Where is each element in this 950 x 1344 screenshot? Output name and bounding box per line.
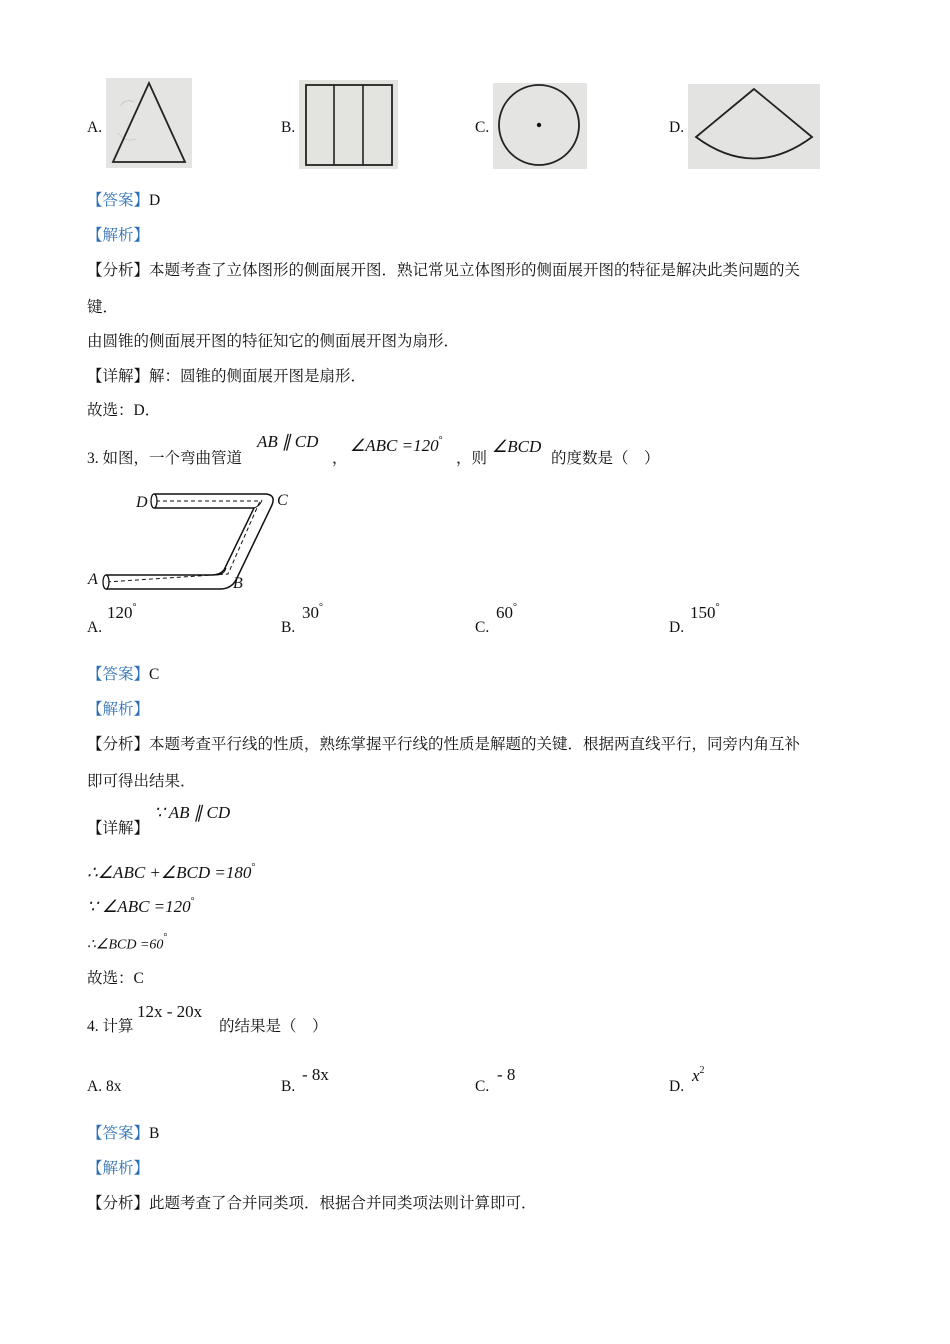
option-value: 60 xyxy=(496,603,513,622)
step-text: ∴∠ABC +∠BCD =180 xyxy=(87,863,252,882)
circle-icon xyxy=(493,83,587,169)
answer-value: D xyxy=(149,192,161,209)
degree-sign: ° xyxy=(190,895,195,907)
q3-step2 xyxy=(87,897,195,917)
analysis-tag: 【分析】 xyxy=(87,1195,150,1212)
detail-tag: 【详解】 xyxy=(87,368,150,385)
label-d: D xyxy=(136,494,148,511)
q4-option-b-value: - 8x xyxy=(302,1065,329,1084)
label-a: A xyxy=(88,571,98,588)
q2-detail xyxy=(87,367,366,387)
answer-value: B xyxy=(149,1125,160,1142)
q2-analysis-line1 xyxy=(87,261,800,281)
q3-step1 xyxy=(87,863,255,883)
rectangles-icon xyxy=(299,80,398,169)
q3-jiexi-tag: 【解析】 xyxy=(87,701,150,718)
q3-option-d-value xyxy=(690,603,720,623)
q3-stem-prefix: 3. 如图，一个弯曲管道 xyxy=(87,450,243,467)
q4-option-d-letter: D. xyxy=(669,1078,685,1095)
q3-stem-suffix: 的度数是（ ） xyxy=(551,450,660,467)
q2-line3: 由圆锥的侧面展开图的特征知它的侧面展开图为扇形． xyxy=(87,333,460,350)
q3-comma: ， xyxy=(332,450,348,467)
option-letter: A. xyxy=(87,1078,103,1095)
q3-option-c-value xyxy=(496,603,517,623)
q4-answer xyxy=(87,1124,159,1144)
q3-math-abc xyxy=(350,436,443,456)
degree-sign: ° xyxy=(132,601,137,613)
q3-option-c-letter: C. xyxy=(475,619,490,636)
q4-stem-suffix: 的结果是（ ） xyxy=(219,1018,328,1035)
q4-expr: 12x - 20x xyxy=(137,1002,203,1021)
q3-option-d-letter: D. xyxy=(669,619,685,636)
q4-option-b-letter: B. xyxy=(281,1078,296,1095)
q3-option-a-letter: A. xyxy=(87,619,103,636)
option-value: 120 xyxy=(107,603,133,622)
q3-option-b-letter: B. xyxy=(281,619,296,636)
q4-option-c-letter: C. xyxy=(475,1078,490,1095)
q2-jiexi-tag: 【解析】 xyxy=(87,227,150,244)
q4-jiexi-tag: 【解析】 xyxy=(87,1160,150,1177)
q3-answer xyxy=(87,665,159,685)
degree-sign: ° xyxy=(251,861,256,873)
q2-option-d-letter: D. xyxy=(669,119,685,136)
q2-analysis-line2: 键． xyxy=(87,299,119,316)
analysis-text: 本题考查了立体图形的侧面展开图．熟记常见立体图形的侧面展开图的特征是解决此类问题的关 xyxy=(149,262,801,279)
q3-math-bcd: ∠BCD xyxy=(492,437,542,456)
step-text: ∵ ∠ABC =120 xyxy=(87,897,191,916)
degree-sign: ° xyxy=(163,932,168,943)
answer-tag: 【答案】 xyxy=(87,192,150,209)
q2-option-a-letter: A. xyxy=(87,119,103,136)
option-value: x xyxy=(692,1066,700,1085)
degree-sign: ° xyxy=(438,434,443,446)
q4-analysis xyxy=(87,1194,537,1214)
pipe-figure xyxy=(86,488,296,594)
degree-sign: ° xyxy=(513,601,517,613)
answer-tag: 【答案】 xyxy=(87,666,150,683)
label-c: C xyxy=(277,492,288,509)
degree-sign: ° xyxy=(319,601,323,613)
sector-icon xyxy=(688,84,820,169)
analysis-tag: 【分析】 xyxy=(87,736,150,753)
detail-text: 解：圆锥的侧面展开图是扇形． xyxy=(149,368,367,385)
q4-stem-prefix: 4. 计算 xyxy=(87,1018,134,1035)
q3-detail-math: ∵ AB ∥ CD xyxy=(154,803,231,822)
q2-choice: 故选：D． xyxy=(87,402,161,419)
analysis-text: 本题考查平行线的性质，熟练掌握平行线的性质是解题的关键．根据两直线平行，同旁内角互补 xyxy=(149,736,801,753)
q3-analysis-line1 xyxy=(87,735,800,755)
q2-option-c-letter: C. xyxy=(475,119,490,136)
answer-value: C xyxy=(149,666,160,683)
q3-choice: 故选：C xyxy=(87,970,144,987)
q3-option-b-value xyxy=(302,603,323,623)
option-exponent: 2 xyxy=(699,1064,705,1076)
label-b: B xyxy=(233,575,243,592)
analysis-text: 此题考查了合并同类项．根据合并同类项法则计算即可． xyxy=(149,1195,537,1212)
q3-math-ab-cd: AB ∥ CD xyxy=(257,432,319,451)
degree-sign: ° xyxy=(715,601,720,613)
q3-then: ，则 xyxy=(456,450,488,467)
q3-math-abc-text: ∠ABC =120 xyxy=(350,436,439,455)
answer-tag: 【答案】 xyxy=(87,1125,150,1142)
q3-detail-tag: 【详解】 xyxy=(87,820,150,837)
q4-option-a xyxy=(87,1077,121,1097)
q3-step3 xyxy=(87,934,167,953)
q2-answer xyxy=(87,191,160,211)
option-value: 8x xyxy=(105,1078,122,1095)
q2-option-b-letter: B. xyxy=(281,119,296,136)
q3-option-a-value xyxy=(107,603,137,623)
option-value: 30 xyxy=(302,603,319,622)
q4-option-d-value xyxy=(692,1066,705,1086)
option-value: 150 xyxy=(690,603,716,622)
triangle-icon xyxy=(106,78,192,168)
step-text: ∴∠BCD =60 xyxy=(87,937,164,953)
q3-analysis-line2: 即可得出结果． xyxy=(87,773,196,790)
q4-option-c-value: - 8 xyxy=(497,1065,516,1084)
analysis-tag: 【分析】 xyxy=(87,262,150,279)
